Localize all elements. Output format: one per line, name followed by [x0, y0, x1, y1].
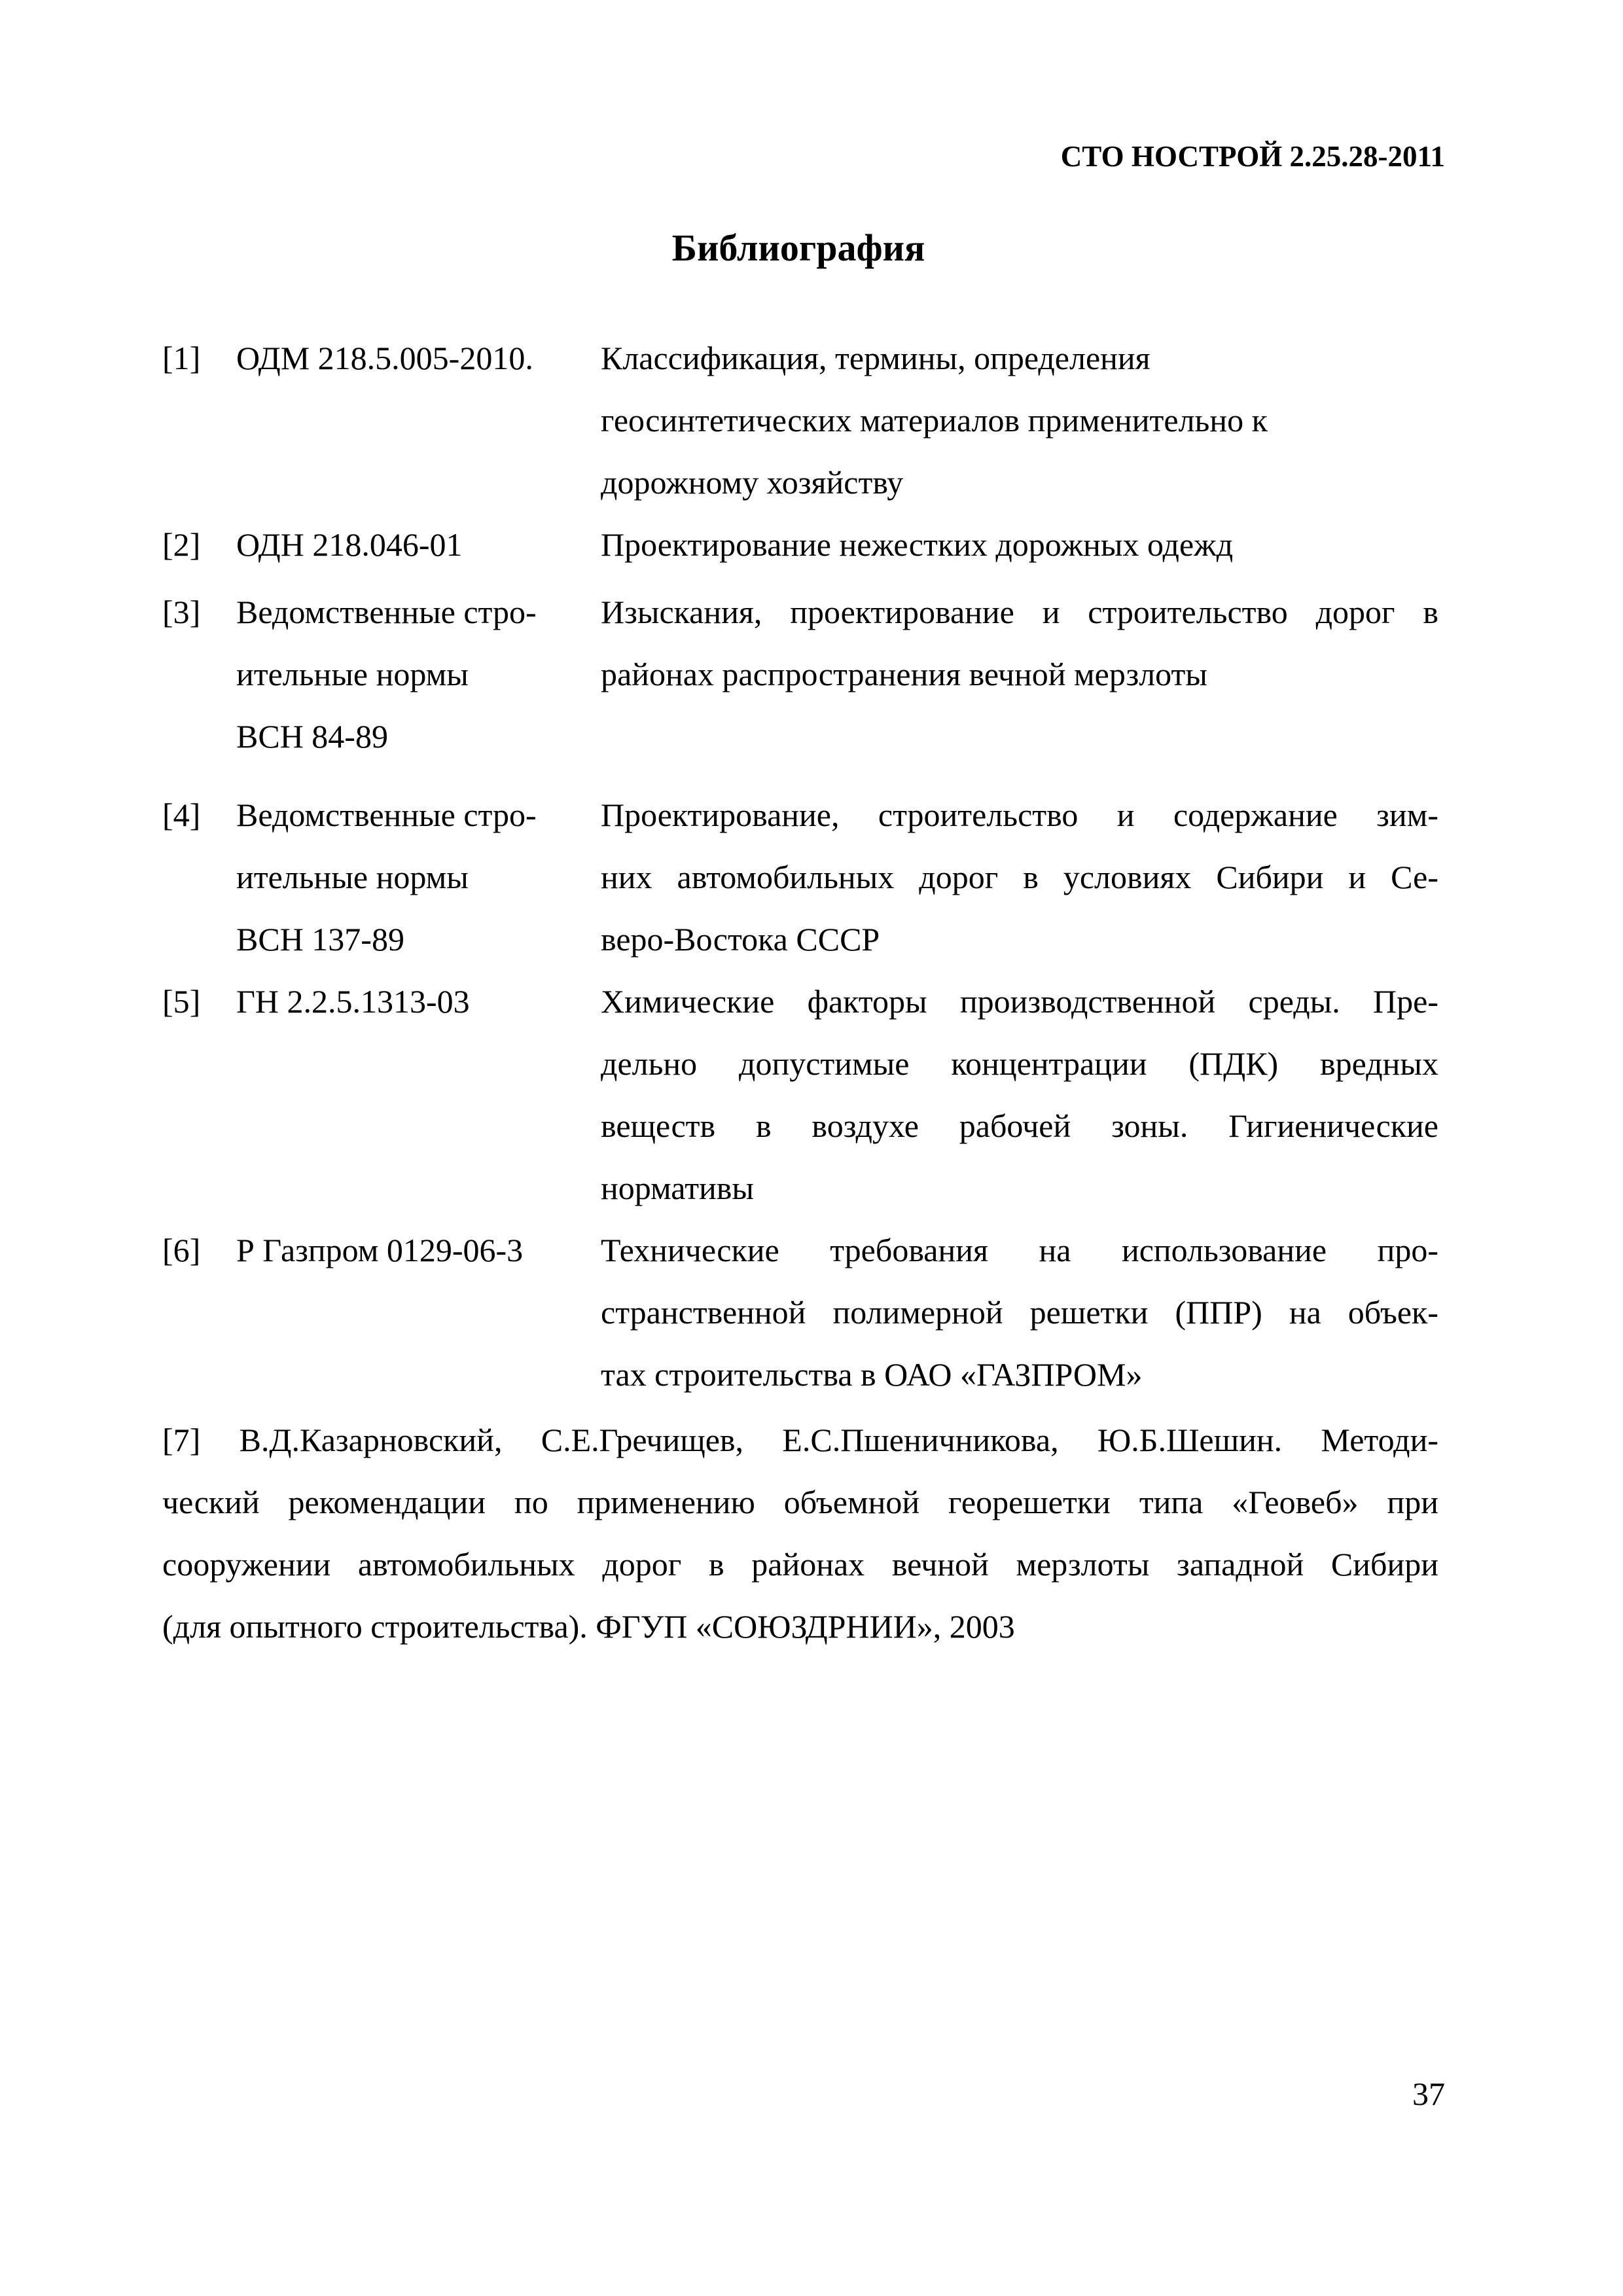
bibliography-entry-7	[162, 1409, 1438, 1658]
entry-description	[601, 581, 1438, 706]
entry-desc-line: нормативы	[601, 1170, 755, 1206]
bibliography-entry-6	[162, 1219, 1438, 1406]
entry-code-line: ВСН 84-89	[236, 718, 388, 755]
entry-desc-line: тах строительства в ОАО «ГАЗПРОМ»	[601, 1356, 1143, 1393]
bibliography-entry-5	[162, 971, 1438, 1219]
entry-desc-line: веро-Востока СССР	[601, 921, 880, 958]
entry-text-line: сооружении автомобильных дорог в районах вечной мерзлоты западной Сибири	[162, 1546, 1438, 1583]
entry-number: [2]	[162, 526, 201, 563]
page-number: 37	[1412, 2075, 1445, 2112]
entry-code	[236, 581, 601, 768]
entry-description	[601, 327, 1438, 514]
entry-code-line: Р Газпром 0129-06-3	[236, 1232, 524, 1268]
entry-desc-line: дельно допустимые концентрации (ПДК) вредных	[601, 1045, 1438, 1082]
entry-desc-line: геосинтетических материалов применительно к	[601, 402, 1268, 439]
bibliography-entry-3	[162, 581, 1438, 768]
entry-desc-line: них автомобильных дорог в условиях Сибири и Се-	[601, 859, 1438, 895]
entry-desc-line: Проектирование нежестких дорожных одежд	[601, 526, 1234, 563]
entry-code-line: ВСН 137-89	[236, 921, 404, 958]
entry-desc-line: веществ в воздухе рабочей зоны. Гигиенические	[601, 1107, 1438, 1144]
entry-desc-line: Технические требования на использование про-	[601, 1232, 1438, 1268]
entry-code	[236, 784, 601, 971]
entry-description	[601, 514, 1438, 576]
entry-desc-line: Классификация, термины, определения	[601, 340, 1150, 376]
entry-desc-line: дорожному хозяйству	[601, 464, 904, 501]
entry-code	[236, 327, 601, 389]
entry-desc-line: районах распространения вечной мерзлоты	[601, 656, 1207, 692]
entry-description	[601, 1219, 1438, 1406]
entry-code-line: Ведомственные стро-	[236, 797, 537, 833]
entry-number: [5]	[162, 983, 201, 1020]
entry-text-line: (для опытного строительства). ФГУП «СОЮЗДРНИИ», 2003	[162, 1608, 1015, 1645]
document-header: СТО НОСТРОЙ 2.25.28-2011	[1060, 140, 1445, 173]
page-title: Библиография	[671, 226, 925, 269]
entry-text-line: [7] В.Д.Казарновский, С.Е.Гречищев, Е.С.Пшеничникова, Ю.Б.Шешин. Методи-	[162, 1422, 1438, 1458]
entry-description	[601, 784, 1438, 971]
entry-desc-line: Химические факторы производственной среды. Пре-	[601, 983, 1438, 1020]
bibliography-entry-1	[162, 327, 1438, 514]
entry-desc-line: Проектирование, строительство и содержание зим-	[601, 797, 1438, 833]
entry-desc-line: странственной полимерной решетки (ППР) на объек-	[601, 1294, 1438, 1331]
entry-code-line: Ведомственные стро-	[236, 594, 537, 630]
entry-number: [1]	[162, 340, 201, 376]
entry-desc-line: Изыскания, проектирование и строительство дорог в	[601, 594, 1438, 630]
entry-text-line: ческий рекомендации по применению объемной георешетки типа «Геовеб» при	[162, 1484, 1438, 1520]
entry-code-line: ОДН 218.046-01	[236, 526, 463, 563]
entry-code-line: ОДМ 218.5.005-2010.	[236, 340, 533, 376]
bibliography-list	[162, 327, 1438, 1658]
entry-code-line: ГН 2.2.5.1313-03	[236, 983, 470, 1020]
entry-description	[601, 971, 1438, 1219]
entry-number: [3]	[162, 594, 201, 630]
entry-code-line: ительные нормы	[236, 656, 469, 692]
entry-code	[236, 514, 601, 576]
entry-code-line: ительные нормы	[236, 859, 469, 895]
entry-code	[236, 971, 601, 1033]
entry-number: [4]	[162, 797, 201, 833]
bibliography-entry-4	[162, 784, 1438, 971]
entry-number: [6]	[162, 1232, 201, 1268]
entry-code	[236, 1219, 601, 1282]
bibliography-entry-2	[162, 514, 1438, 576]
